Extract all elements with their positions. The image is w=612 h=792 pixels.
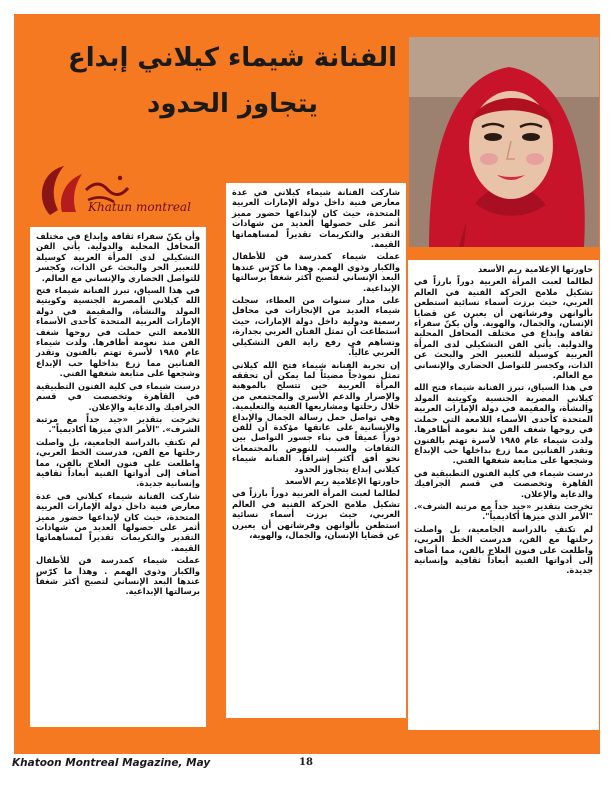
article-column-left: [30, 227, 206, 727]
paragraph: تخرجت بتقدير «جيد جداً مع مرتبة الشرف». "الأمر الذي ميزها أكاديمياً".: [36, 413, 200, 435]
paragraph: شاركت الفنانة شيماء كيلاني في عدة معارض فنية داخل دولة الإمارات العربية المتحدة، حيث كان لإبداعها حضور مميز أثمر على حصولها العديد من شهادات التقدير والتكريمات تقديراً لمساهماتها القيمة.: [232, 187, 400, 250]
article-column-middle: [226, 183, 406, 718]
paragraph: شاركت الفنانة شيماء كيلاني في عدة معارض فنية داخل دولة الإمارات العربية المتحدة، حيث كان لإبداعها حضور مميز أثمر على حصولها العديد من شهادات التقدير والتكريمات تقديراً لمساهماتها القيمة.: [36, 490, 200, 553]
paragraph: في هذا السياق، تبرز الفنانة شيماء فتح الله كيلاني المصرية الجنسية وكويتية المولد والنشأة، والمقيمة في دولة الإمارات العربية المتحدة كأحدى الأسماء اللامعة التي حملت في روحها شغف الفن منذ نعومة أظافرها. ولدت شيماء عام ١٩٨٥ لأسرة تهتم بالفنون وتقدر الفنانين مما زرع بداخلها حب الإبداع وشجعها على متابعة شغفها الفني.: [414, 382, 593, 466]
magazine-footer: Khatoon Montreal Magazine, May: [12, 757, 211, 769]
paragraph: عملت شيماء كمدرسة فن للأطفال والكبار وذوي الهمم. وهذا ما كرّس عندها البعد الإنساني لتصبح أكثر شغفاً برسالتها الإبداعية.: [232, 251, 400, 293]
page-number: 18: [299, 757, 313, 768]
paragraph: في هذا السياق، تبرز الفنانة شيماء فتح الله كيلاني المصرية الجنسية وكويتية المولد والنشأة، والمقيمة في دولة الإمارات العربية المتحدة كأحدى الأسماء اللامعة التي حملت في روحها شغف الفن منذ نعومة أظافرها. ولدت شيماء عام ١٩٨٥ لأسرة تهتم بالفنون وتقدر الفنانين مما زرع بداخلها حب الإبداع وشجعها على متابعة شغفها الفني.: [36, 285, 200, 379]
logo-subtitle: Khatun montreal: [88, 200, 191, 214]
paragraph: إن تجربة الفنانة شيماء فتح الله كيلاني تمثل نموذجاً مضيئاً لما يمكن أن تحققه المرأة العربية حين تتسلح بالموهبة والإصرار والدعم الأسري والمجتمعي من خلال رحلتها ومشاريعها الفنية والتعليمية. وهي تواصل حمل رسالة الجمال والإبداع والإنسانية على عاتقها مؤكدة أن للفن دوراً عميقاً في بناء جسور التواصل بين الثقافات والسبب للنهوض بالمجتمعات نحو أفق أكثر إشراقاً. الفنانة شيماء كيلاني إبداع يتجاوز الحدود: [232, 359, 400, 474]
paragraph: وأن يكنّ سفراء ثقافة وإبداع في مختلف المحافل المحلية والدولية. يأتي الفن التشكيلي لدى المرأة العربية كوسيلة للتعبير الحر والبحث عن الذات، وكجسر للتواصل الحضاري والإنساني مع العالم.: [36, 231, 200, 283]
paragraph: درست شيماء في كلية الفنون التطبيقية في القاهرة وتخصصت في قسم الجرافيك والدعاية والإعلان.: [414, 467, 593, 499]
paragraph: حاورتها الإعلامية ريم الأسعد: [477, 264, 593, 274]
paragraph: لطالما لعبت المرأة العربية دوراً بارزاً في تشكيل ملامح الحركة الفنية في العالم العربي، حيث برزت أسماء نسائية استطعن بألوانهن وفرشاتهن أن يعبرن عن قضايا الإنسان، والجمال، والهوية،: [232, 488, 400, 540]
paragraph: تخرجت بتقدير «جيد جداً مع مرتبة الشرف». "الأمر الذي ميزها أكاديمياً".: [414, 500, 593, 522]
article-title-line-2: يتجاوز الحدود: [147, 89, 318, 119]
paragraph: لطالما لعبت المرأة العربية دوراً بارزاً في تشكيل ملامح الحركة الفنية في العالم العربي، حيث برزت أسماء نسائية استطعن بألوانهن وفرشاتهن أن يعبرن عن قضايا الإنسان، والجمال، والهوية. وأن يكنّ سفراء ثقافة وإبداع في مختلف المحافل المحلية والدولية. يأتي الفن التشكيلي لدى المرأة العربية كوسيلة للتعبير الحر والبحث عن الذات، وكجسر للتواصل الحضاري والإنساني مع العالم.: [414, 276, 593, 381]
paragraph: على مدار سنوات من العطاء، سجلت شيماء العديد من الإنجازات في محافل رسمية ودولية داخل دولة الإمارات، حيث استطاعت أن تمثل الفنان العربي بجدارة، وتساهم في رفع راية الفن التشكيلي العربي عالياً.: [232, 295, 400, 358]
portrait-illustration: [409, 37, 599, 247]
article-column-right: [408, 260, 599, 730]
paragraph: لم تكتفِ بالدراسة الجامعية، بل واصلت رحلتها مع الفن، فدرست الخط العربي، واطلعت على فنون العلاج بالفن، مما أضاف إلى أدواتها الفنية أبعاداً ثقافية وإنسانية جديدة.: [414, 523, 593, 576]
paragraph: لم تكتفِ بالدراسة الجامعية، بل واصلت رحلتها مع الفن، فدرست الخط العربي، واطلعت على فنون العلاج بالفن، مما أضاف إلى أدواتها الفنية أبعاداً ثقافية وإنسانية جديدة.: [36, 436, 200, 489]
article-title-line-1: الفنانة شيماء كيلاني إبداع: [67, 43, 398, 73]
paragraph: درست شيماء في كلية الفنون التطبيقية في القاهرة وتخصصت في قسم الجرافيك والدعاية والإعلان.: [36, 380, 200, 412]
paragraph: حاورتها الإعلامية ريم الأسعد: [284, 475, 400, 486]
artist-portrait: [409, 37, 599, 247]
paragraph: عملت شيماء كمدرسة فن للأطفال والكبار وذوي الهمم . وهذا ما كرّس عندها البعد الإنساني لتصبح أكثر شغفاً برسالتها الإبداعية.: [36, 555, 200, 597]
